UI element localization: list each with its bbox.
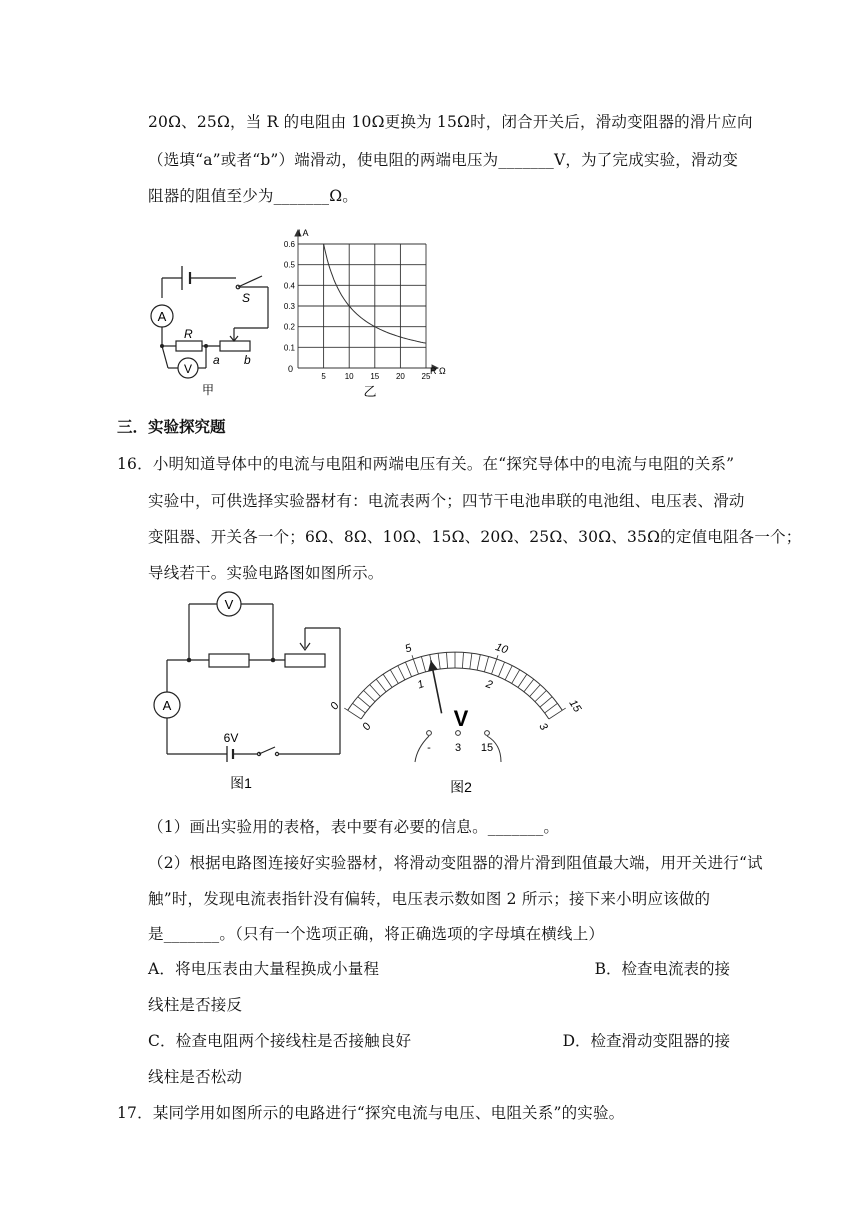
dial-tick (512, 670, 520, 684)
yi-caption: 乙 (363, 384, 377, 399)
q16-sub-2-line-2: 触”时，发现电流表指针没有偏转，电压表示数如图 2 所示；接下来小明应该做的 (148, 890, 711, 908)
dial-outer-label: 5 (403, 642, 414, 656)
yi-origin: 0 (288, 364, 294, 374)
jia-ammeter-label: A (157, 309, 167, 324)
dial-outer-label: 15 (566, 697, 584, 715)
dial-inner-label: 1 (415, 678, 426, 692)
fig1-voltmeter-label: V (224, 597, 234, 612)
dial-tick (421, 657, 425, 672)
yi-y-tick-label: 0.4 (283, 281, 295, 291)
dial-tick (477, 655, 480, 671)
figure-yi-graph (278, 222, 458, 400)
dial-tick (530, 685, 541, 697)
dial-inner-label: 0 (360, 720, 374, 733)
jia-end-b: b (244, 353, 251, 367)
option-a: A．将电压表由大量程换成小量程 (148, 960, 380, 978)
dial-tick (505, 666, 512, 680)
q16-line-2: 实验中，可供选择实验器材有：电流表两个；四节干电池串联的电池组、电压表、滑动 (148, 492, 745, 510)
dial-unit: V (453, 706, 469, 731)
jia-voltmeter-label: V (183, 362, 193, 376)
yi-y-tick-label: 0.2 (283, 322, 295, 332)
yi-ylabel: I A (298, 228, 309, 238)
terminal-3: 3 (454, 742, 462, 754)
q16-line-3: 变阻器、开关各一个；6Ω、8Ω、10Ω、15Ω、20Ω、25Ω、30Ω、35Ω的定值电阻各一个； (148, 528, 802, 546)
option-d-part-2: 线柱是否松动 (148, 1068, 243, 1086)
dial-tick (462, 652, 463, 668)
q16-line-1: 16．小明知道导体中的电流与电阻和两端电压有关。在“探究导体中的电流与电阻的关系” (117, 455, 735, 473)
figure-1-circuit (145, 582, 360, 797)
dial-tick (364, 690, 376, 701)
yi-x-tick-label: 15 (370, 372, 380, 381)
dial-inner-label: 2 (484, 678, 495, 692)
dial-tick (535, 690, 547, 701)
q16-line-4: 导线若干。实验电路图如图所示。 (148, 564, 384, 582)
yi-y-tick-label: 0.6 (283, 240, 295, 249)
section-title: 三．实验探究题 (117, 418, 226, 436)
dial-tick (398, 666, 405, 680)
q17-line-1: 17．某同学用如图所示的电路进行“探究电流与电压、电阻关系”的实验。 (117, 1104, 625, 1122)
dial-tick (524, 679, 534, 692)
fig2-caption: 图2 (450, 779, 472, 795)
dial-outer-label: 10 (493, 641, 510, 657)
jia-switch-label: S (242, 291, 251, 305)
fig1-battery-label: 6V (223, 731, 239, 745)
yi-x-tick-label: 10 (344, 372, 354, 381)
fig1-caption: 图1 (230, 775, 252, 791)
yi-x-tick-label: 20 (395, 372, 405, 381)
option-c: C．检查电阻两个接线柱是否接触良好 (148, 1032, 412, 1050)
dial-tick (549, 708, 566, 719)
q16-sub-2-line-1: （2）根据电路图连接好实验器材，将滑动变阻器的滑片滑到阻值最大端，用开关进行“试 (148, 854, 763, 872)
dial-outer-label: 0 (328, 700, 342, 713)
dial-tick (484, 657, 488, 672)
jia-caption: 甲 (201, 383, 215, 397)
dial-tick (390, 670, 398, 684)
figure-jia-circuit (140, 258, 280, 398)
dial-inner-label: 3 (536, 720, 550, 733)
dial-tick (518, 674, 527, 687)
dial-tick (438, 653, 440, 669)
dial-tick (358, 697, 370, 707)
yi-x-tick-label: 25 (421, 372, 431, 381)
yi-y-tick-label: 0.5 (283, 260, 295, 270)
dial-tick (405, 662, 411, 677)
option-b-part-2: 线柱是否接反 (148, 996, 243, 1014)
fig1-ammeter-label: A (162, 698, 172, 713)
dial-tick (376, 679, 386, 692)
yi-xlabel: R Ω (430, 366, 446, 376)
dial-tick (447, 652, 448, 668)
jia-resistor-label: R (184, 327, 193, 341)
jia-end-a: a (213, 353, 220, 367)
q15-line-1: 20Ω、25Ω，当 R 的电阻由 10Ω更换为 15Ω时，闭合开关后，滑动变阻器的滑片应向 (148, 113, 753, 131)
terminal-minus: - (427, 742, 431, 754)
q16-sub-1: （1）画出实验用的表格，表中要有必要的信息。_______。 (148, 818, 560, 836)
dial-tick (498, 662, 504, 677)
dial-tick (353, 703, 366, 713)
q15-line-3: 阻器的阻值至少为_______Ω。 (148, 187, 359, 205)
yi-y-tick-label: 0.1 (283, 343, 295, 353)
dial-tick (383, 674, 392, 687)
yi-x-tick-label: 5 (321, 372, 326, 381)
q16-sub-2-line-3: 是_______。（只有一个选项正确，将正确选项的字母填在横线上） (148, 925, 605, 943)
dial-tick (545, 703, 558, 713)
figure-2-voltmeter (328, 610, 584, 800)
q15-line-2: （选填“a”或者“b”）端滑动，使电阻的两端电压为_______V，为了完成实验，滑动变 (148, 151, 739, 169)
dial-tick (540, 697, 552, 707)
option-d-part-1: D．检查滑动变阻器的接 (562, 1032, 730, 1050)
terminal-15: 15 (480, 742, 494, 754)
dial-tick (470, 653, 472, 669)
option-b-part-1: B．检查电流表的接 (594, 960, 730, 978)
yi-y-tick-label: 0.3 (283, 302, 295, 311)
dial-tick (370, 685, 381, 697)
